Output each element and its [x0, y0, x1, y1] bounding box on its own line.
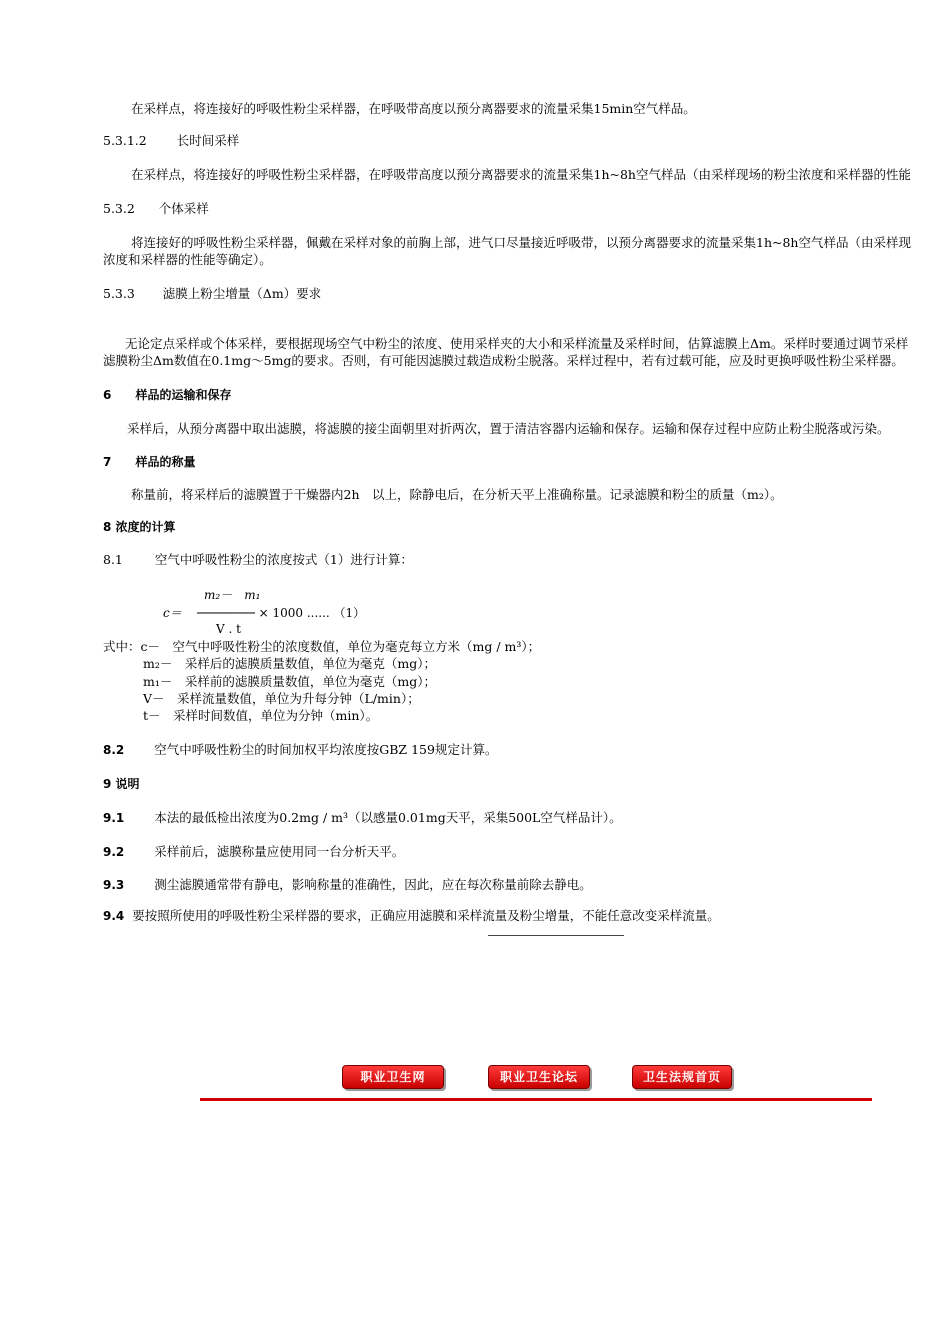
- heading-number: 5.3.3: [103, 286, 135, 301]
- health-regulations-home-button[interactable]: 卫生法规首页: [632, 1065, 732, 1089]
- note-text: 采样前后，滤膜称量应使用同一台分析天平。: [154, 844, 405, 859]
- definition-m1: m₁－ 采样前的滤膜质量数值，单位为毫克（mg）；: [143, 674, 436, 689]
- heading-5-3-2: [103, 201, 209, 217]
- heading-title: 长时间采样: [176, 133, 240, 148]
- note-text: 本法的最低检出浓度为0.2mg / m³（以感量0.01mg天平，采集500L空气样品计）。: [154, 810, 622, 825]
- occupational-health-forum-button[interactable]: 职业卫生论坛: [488, 1065, 590, 1089]
- paragraph-transport: 采样后，从预分离器中取出滤膜，将滤膜的接尘面朝里对折两次，置于清洁容器内运输和保存。运输和保存过程中应防止粉尘脱落或污染。: [127, 421, 890, 436]
- note-9-4: [103, 908, 720, 924]
- heading-number: 5.3.2: [103, 201, 135, 216]
- heading-8: 8 浓度的计算: [103, 520, 176, 534]
- note-text: 测尘滤膜通常带有静电，影响称量的准确性，因此，应在每次称量前除去静电。: [154, 877, 592, 892]
- paragraph-personal-line2: 浓度和采样器的性能等确定）。: [103, 252, 272, 267]
- heading-number: 6: [103, 388, 112, 402]
- formula-denominator: V . t: [216, 622, 241, 636]
- heading-8-2: [103, 742, 497, 758]
- occupational-health-site-button[interactable]: 职业卫生网: [342, 1065, 444, 1089]
- definition-m2: m₂－ 采样后的滤膜质量数值，单位为毫克（mg）；: [143, 656, 436, 671]
- paragraph-weighing: 称量前，将采样后的滤膜置于干燥器内2h 以上，除静电后，在分析天平上准确称量。记录滤膜和粉尘的质量（m₂）。: [131, 487, 783, 502]
- heading-number: 8.1: [103, 552, 123, 567]
- formula-numerator: m₂－ m₁: [204, 588, 261, 602]
- note-9-1: [103, 810, 622, 826]
- definition-v: V－ 采样流量数值，单位为升每分钟（L/min）；: [143, 691, 420, 706]
- footer-red-divider: [200, 1098, 872, 1101]
- heading-6: [103, 387, 232, 403]
- end-of-document-rule: [488, 935, 624, 936]
- formula-lhs: c＝: [163, 606, 182, 620]
- note-number: 9.2: [103, 845, 125, 859]
- heading-5-3-3: [103, 286, 321, 302]
- note-9-2: [103, 844, 404, 860]
- heading-5-3-1-2: [103, 133, 239, 149]
- heading-text: 空气中呼吸性粉尘的浓度按式（1）进行计算：: [154, 552, 413, 567]
- heading-7: [103, 454, 196, 470]
- heading-title: 滤膜上粉尘增量（Δm）要求: [162, 286, 322, 301]
- formula-fraction-bar: ──────── × 1000 ...... （1）: [197, 606, 366, 620]
- heading-number: 7: [103, 455, 112, 469]
- heading-title: 样品的运输和保存: [135, 388, 232, 402]
- note-text: 要按照所使用的呼吸性粉尘采样器的要求，正确应用滤膜和采样流量及粉尘增量，不能任意改变采样流量。: [132, 908, 720, 923]
- heading-text: 空气中呼吸性粉尘的时间加权平均浓度按GBZ 159规定计算。: [154, 742, 498, 757]
- heading-number: 5.3.1.2: [103, 133, 147, 148]
- paragraph-delta-m-line2: 滤膜粉尘Δm数值在0.1mg～5mg的要求。否则，有可能因滤膜过载造成粉尘脱落。采样过程中，若有过载可能，应及时更换呼吸性粉尘采样器。: [103, 353, 904, 368]
- note-9-3: [103, 877, 592, 893]
- paragraph-personal-line1: 将连接好的呼吸性粉尘采样器，佩戴在采样对象的前胸上部，进气口尽量接近呼吸带，以预分离器要求的流量采集1h~8h空气样品（由采样现: [131, 235, 911, 250]
- note-number: 9.4: [103, 909, 125, 923]
- heading-number: 8.2: [103, 743, 125, 757]
- definition-t: t－ 采样时间数值，单位为分钟（min）。: [143, 708, 379, 723]
- heading-title: 样品的称量: [135, 455, 196, 469]
- heading-8-1: [103, 552, 413, 568]
- note-number: 9.1: [103, 811, 125, 825]
- paragraph-fixed-short: 在采样点，将连接好的呼吸性粉尘采样器，在呼吸带高度以预分离器要求的流量采集15min空气样品。: [131, 101, 696, 116]
- paragraph-delta-m-line1: 无论定点采样或个体采样，要根据现场空气中粉尘的浓度、使用采样夹的大小和采样流量及采样时间，估算滤膜上Δm。采样时要通过调节采样: [125, 336, 909, 351]
- note-number: 9.3: [103, 878, 125, 892]
- paragraph-fixed-long: 在采样点，将连接好的呼吸性粉尘采样器，在呼吸带高度以预分离器要求的流量采集1h~8h空气样品（由采样现场的粉尘浓度和采样器的性能: [131, 167, 911, 182]
- definition-c: 式中：c－ 空气中呼吸性粉尘的浓度数值，单位为毫克每立方米（mg / m³）；: [103, 639, 541, 654]
- heading-9: 9 说明: [103, 777, 140, 791]
- heading-title: 个体采样: [158, 201, 209, 216]
